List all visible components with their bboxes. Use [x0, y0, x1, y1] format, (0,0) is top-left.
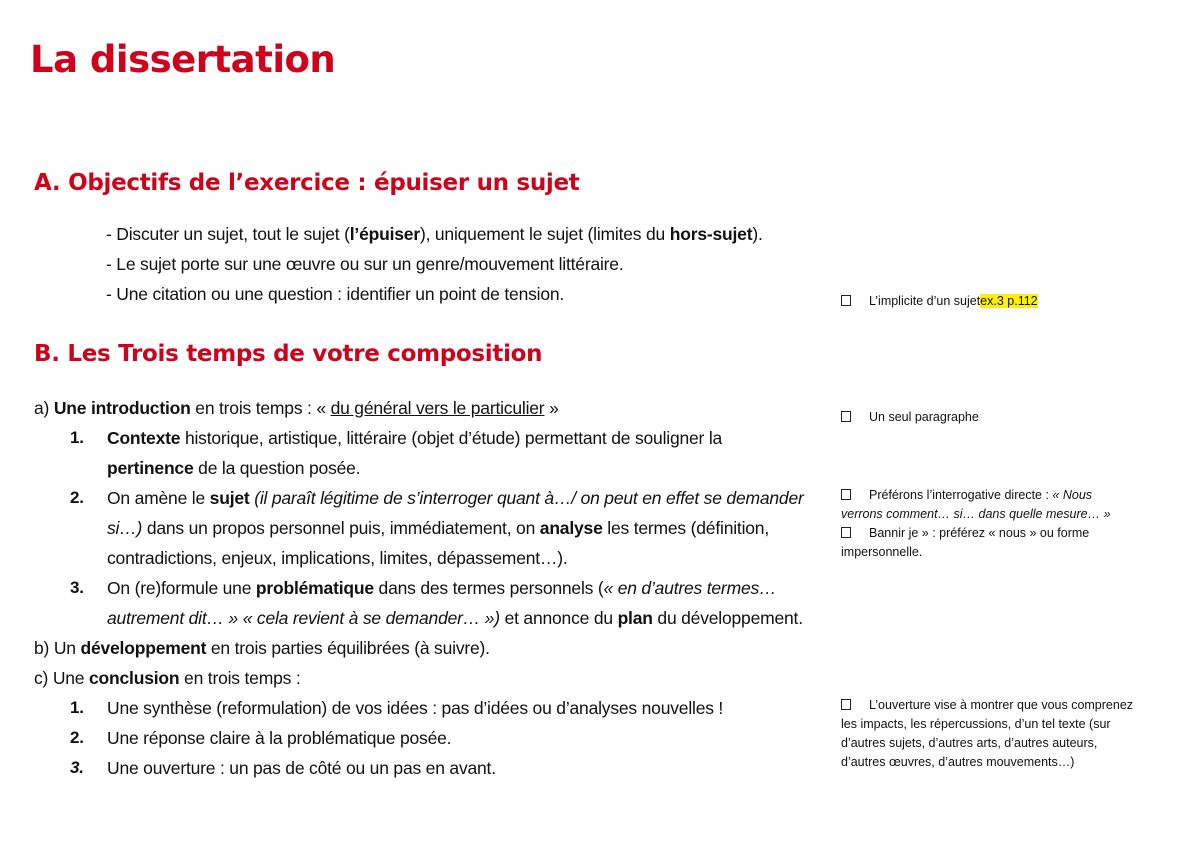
italic-text: autrement dit… » « cela revient à se demander… ») [107, 608, 500, 628]
text: On amène le [107, 488, 210, 508]
text: en trois parties équilibrées (à suivre). [206, 638, 490, 658]
side-note-paragraph [841, 408, 1161, 427]
text: » [544, 398, 559, 418]
intro-item-3 [34, 573, 834, 633]
item-number: 1. [70, 428, 84, 447]
bold-term: analyse [539, 518, 603, 538]
objective-item: - Une citation ou une question : identifier un point de tension. [106, 284, 565, 304]
objectives-list [106, 219, 763, 309]
note-text: L’ouverture vise à montrer que vous comprenez [869, 698, 1134, 712]
text: c) Une [34, 668, 90, 688]
italic-text: verrons comment… si… dans quelle mesure… » [841, 507, 1111, 521]
document-title: La dissertation [30, 38, 336, 81]
intro-line [34, 393, 834, 423]
objective-item [106, 219, 763, 249]
text: Une ouverture : un pas de côté ou un pas en avant. [107, 758, 496, 778]
note-text: d’autres sujets, d’autres arts, d’autres auteurs, [841, 736, 1098, 750]
bold-term: développement [80, 638, 207, 658]
italic-text: si…) [107, 518, 143, 538]
box-bullet-icon [841, 699, 851, 710]
side-note-opening [841, 696, 1161, 772]
italic-text: (il paraît légitime de s’interroger quant à…/ on peut en effet se demander [249, 488, 804, 508]
objective-item: - Le sujet porte sur une œuvre ou sur un genre/mouvement littéraire. [106, 254, 624, 274]
conclusion-item-3 [34, 753, 834, 783]
box-bullet-icon [841, 527, 851, 538]
intro-item-1 [34, 423, 834, 483]
development-line [34, 633, 834, 663]
intro-item-2 [34, 483, 834, 573]
composition-outline [34, 393, 834, 783]
text: dans un propos personnel puis, immédiatement, on [142, 518, 540, 538]
text: et annonce du [499, 608, 618, 628]
text: On (re)formule une [107, 578, 256, 598]
highlighted-reference: ex.3 p.112 [980, 294, 1038, 308]
side-note-interrogative [841, 486, 1161, 524]
bold-term: hors-sujet [669, 224, 753, 244]
note-text: d’autres œuvres, d’autres mouvements…) [841, 755, 1075, 769]
box-bullet-icon [841, 295, 851, 306]
conclusion-line [34, 663, 834, 693]
bold-term: plan [617, 608, 653, 628]
box-bullet-icon [841, 489, 851, 500]
underlined-text: du général vers le particulier [330, 398, 545, 418]
side-note-no-je [841, 524, 1161, 562]
bold-term: problématique [255, 578, 374, 598]
text: contradictions, enjeux, implications, limites, dépassement…). [107, 548, 568, 568]
note-text: les impacts, les répercussions, d’un tel texte (sur [841, 717, 1111, 731]
section-b-heading: B. Les Trois temps de votre composition [34, 341, 543, 367]
text: ). [752, 224, 763, 244]
bold-term: sujet [209, 488, 250, 508]
italic-text: « Nous [1052, 488, 1093, 502]
conclusion-item-1 [34, 693, 834, 723]
text: - Discuter un sujet, tout le sujet ( [106, 224, 350, 244]
text: a) [34, 398, 54, 418]
text: du développement. [652, 608, 803, 628]
item-number: 2. [70, 728, 84, 747]
section-a-heading: A. Objectifs de l’exercice : épuiser un sujet [34, 170, 580, 196]
note-text: L’implicite d’un sujet [869, 294, 981, 308]
bold-term: conclusion [89, 668, 180, 688]
note-text: Un seul paragraphe [869, 410, 979, 424]
item-number: 2. [70, 488, 84, 507]
note-text: Préférons l’interrogative directe : [869, 488, 1053, 502]
text: Une synthèse (reformulation) de vos idées : pas d’idées ou d’analyses nouvelles ! [107, 698, 724, 718]
side-note-implicit [841, 292, 1161, 311]
text: en trois temps : « [190, 398, 331, 418]
bold-term: Contexte [107, 428, 181, 448]
note-text: impersonnelle. [841, 545, 923, 559]
text: en trois temps : [179, 668, 301, 688]
note-text: Bannir je » : préférez « nous » ou forme [869, 526, 1090, 540]
item-number: 3. [70, 758, 84, 777]
text: dans des termes personnels ( [373, 578, 604, 598]
text: de la question posée. [193, 458, 361, 478]
item-number: 3. [70, 578, 84, 597]
item-number: 1. [70, 698, 84, 717]
text: Une réponse claire à la problématique posée. [107, 728, 452, 748]
italic-text: « en d’autres termes… [603, 578, 777, 598]
text: ), uniquement le sujet (limites du [419, 224, 670, 244]
text: les termes (définition, [602, 518, 769, 538]
bold-term: pertinence [107, 458, 194, 478]
bold-term: Une introduction [53, 398, 191, 418]
text: historique, artistique, littéraire (objet d’étude) permettant de souligner la [180, 428, 723, 448]
conclusion-item-2 [34, 723, 834, 753]
bold-term: l’épuiser [349, 224, 420, 244]
text: b) Un [34, 638, 81, 658]
box-bullet-icon [841, 411, 851, 422]
